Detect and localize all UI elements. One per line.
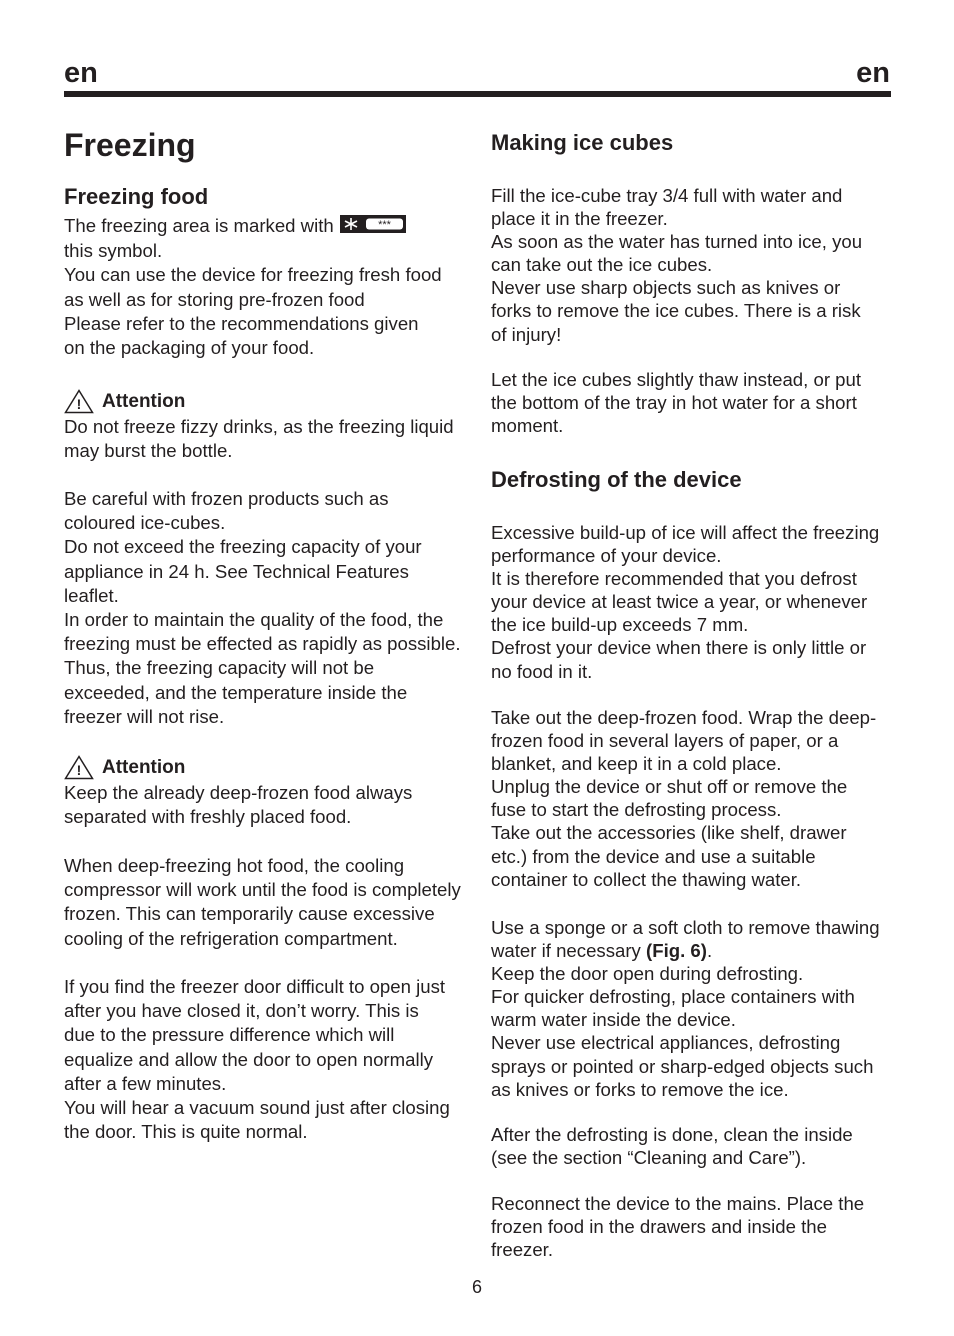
ice-cubes-heading: Making ice cubes [491, 130, 674, 155]
text-line: freezer will not rise. [64, 705, 225, 727]
text-line: It is therefore recommended that you defrost [491, 568, 857, 590]
text-line: of injury! [491, 323, 562, 345]
svg-text:***: *** [377, 218, 391, 231]
text-line: Do not exceed the freezing capacity of your [64, 536, 422, 558]
text-line: equalize and allow the door to open normally [64, 1048, 434, 1070]
text-line: Reconnect the device to the mains. Place the [491, 1193, 865, 1214]
text-line: no food in it. [491, 660, 593, 682]
text-line [491, 939, 880, 962]
text-line: Never use sharp objects such as knives or [491, 277, 841, 299]
paragraph [491, 916, 880, 1101]
language-label-right: en [856, 57, 890, 89]
text-line: frozen. This can temporarily cause excessive [64, 903, 435, 925]
text-line: compressor will work until the food is completely [64, 879, 461, 901]
text-line: forks to remove the ice cubes. There is a risk [491, 300, 861, 322]
intro-paragraph [64, 214, 442, 360]
svg-text:!: ! [76, 396, 82, 412]
paragraph [491, 184, 862, 346]
attention-notice-1 [64, 389, 185, 414]
paragraph [491, 1192, 864, 1261]
text-line: Never use electrical appliances, defrosting [491, 1032, 841, 1054]
text-line: frozen food in the drawers and inside the [491, 1216, 827, 1238]
text-line: Use a sponge or a soft cloth to remove thawing [491, 917, 880, 938]
defrosting-heading: Defrosting of the device [491, 467, 742, 492]
intro-line: The freezing area is marked with [64, 215, 334, 236]
paragraph [491, 1123, 853, 1169]
paragraph [64, 415, 454, 463]
text-line: the bottom of the tray in hot water for a short [491, 392, 857, 414]
text-line: Keep the already deep-frozen food always [64, 782, 413, 803]
text-line: If you find the freezer door difficult to open just [64, 976, 446, 997]
figure-reference: (Fig. 6) [646, 940, 707, 962]
text-line: Keep the door open during defrosting. [491, 963, 804, 985]
text-line: can take out the ice cubes. [491, 254, 713, 276]
attention-notice-2 [64, 755, 185, 780]
text-line: freezing must be effected as rapidly as possible. [64, 633, 461, 655]
text-line: place it in the freezer. [491, 208, 668, 230]
text-line: Thus, the freezing capacity will not be [64, 657, 375, 679]
text-line: after you have closed it, don’t worry. This is [64, 1000, 419, 1022]
text-line: leaflet. [64, 584, 119, 606]
text-line: freezer. [491, 1239, 554, 1261]
text-line: the door. This is quite normal. [64, 1121, 308, 1143]
text-line: coloured ice-cubes. [64, 512, 226, 534]
text-line: container to collect the thawing water. [491, 868, 802, 890]
text-line: Please refer to the recommendations given [64, 312, 419, 334]
text-line: after a few minutes. [64, 1072, 227, 1094]
text-line: this symbol. [64, 240, 163, 262]
text-line: Unplug the device or shut off or remove the [491, 776, 848, 798]
text-line: (see the section “Cleaning and Care”). [491, 1147, 807, 1169]
text-line: warm water inside the device. [491, 1009, 736, 1031]
text-line: Let the ice cubes slightly thaw instead, or put [491, 369, 862, 390]
text-line: as knives or forks to remove the ice. [491, 1078, 789, 1100]
text-line: Be careful with frozen products such as [64, 488, 389, 509]
text-line: For quicker defrosting, place containers with [491, 986, 855, 1008]
text-line: your device at least twice a year, or whenever [491, 591, 868, 613]
text-line: may burst the bottle. [64, 440, 233, 462]
attention-label: Attention [102, 756, 186, 778]
warning-triangle-icon [64, 755, 94, 780]
paragraph [64, 854, 461, 951]
text-line: sprays or pointed or sharp-edged objects such [491, 1055, 874, 1077]
text-line: on the packaging of your food. [64, 337, 315, 358]
paragraph [491, 368, 861, 437]
paragraph [491, 521, 879, 683]
freezer-four-star-symbol-icon [340, 215, 406, 239]
text-line: You will hear a vacuum sound just after closing [64, 1097, 450, 1119]
text-line: blanket, and keep it in a cold place. [491, 753, 782, 775]
text-line: Take out the deep-frozen food. Wrap the deep- [491, 707, 877, 728]
text-line: Excessive build-up of ice will affect the freezing [491, 522, 880, 543]
paragraph [64, 487, 461, 729]
text-line: moment. [491, 415, 564, 437]
text-line: Take out the accessories (like shelf, drawer [491, 822, 847, 844]
text-span: . [706, 940, 713, 962]
paragraph [491, 706, 876, 891]
language-label-left: en [64, 57, 98, 89]
text-line: When deep-freezing hot food, the cooling [64, 855, 405, 876]
text-line: frozen food in several layers of paper, or a [491, 730, 839, 752]
text-line: the ice build-up exceeds 7 mm. [491, 614, 749, 636]
text-line: due to the pressure difference which will [64, 1024, 395, 1046]
text-span: water if necessary [491, 940, 647, 962]
page-number: 6 [471, 1277, 482, 1297]
text-line: separated with freshly placed food. [64, 806, 352, 828]
text-line: appliance in 24 h. See Technical Features [64, 560, 409, 582]
text-line: fuse to start the defrosting process. [491, 799, 782, 821]
text-line: In order to maintain the quality of the food, the [64, 609, 444, 631]
text-line: After the defrosting is done, clean the inside [491, 1124, 853, 1145]
text-line: As soon as the water has turned into ice, you [491, 231, 863, 253]
paragraph [64, 975, 450, 1144]
svg-text:!: ! [76, 762, 82, 778]
paragraph [64, 781, 412, 829]
text-line: Do not freeze fizzy drinks, as the freezing liquid [64, 416, 454, 437]
text-line: Defrost your device when there is only little or [491, 637, 867, 659]
freezing-food-heading: Freezing food [64, 184, 209, 209]
text-line: performance of your device. [491, 545, 722, 567]
text-line: etc.) from the device and use a suitable [491, 845, 816, 867]
text-line: You can use the device for freezing fresh food [64, 264, 442, 286]
header-rule [64, 91, 891, 97]
warning-triangle-icon [64, 389, 94, 414]
page-title: Freezing [64, 127, 196, 163]
text-line: as well as for storing pre-frozen food [64, 288, 365, 310]
attention-label: Attention [102, 390, 186, 412]
text-line: cooling of the refrigeration compartment. [64, 927, 398, 949]
text-line: Fill the ice-cube tray 3/4 full with water and [491, 185, 843, 206]
text-line: exceeded, and the temperature inside the [64, 681, 408, 703]
